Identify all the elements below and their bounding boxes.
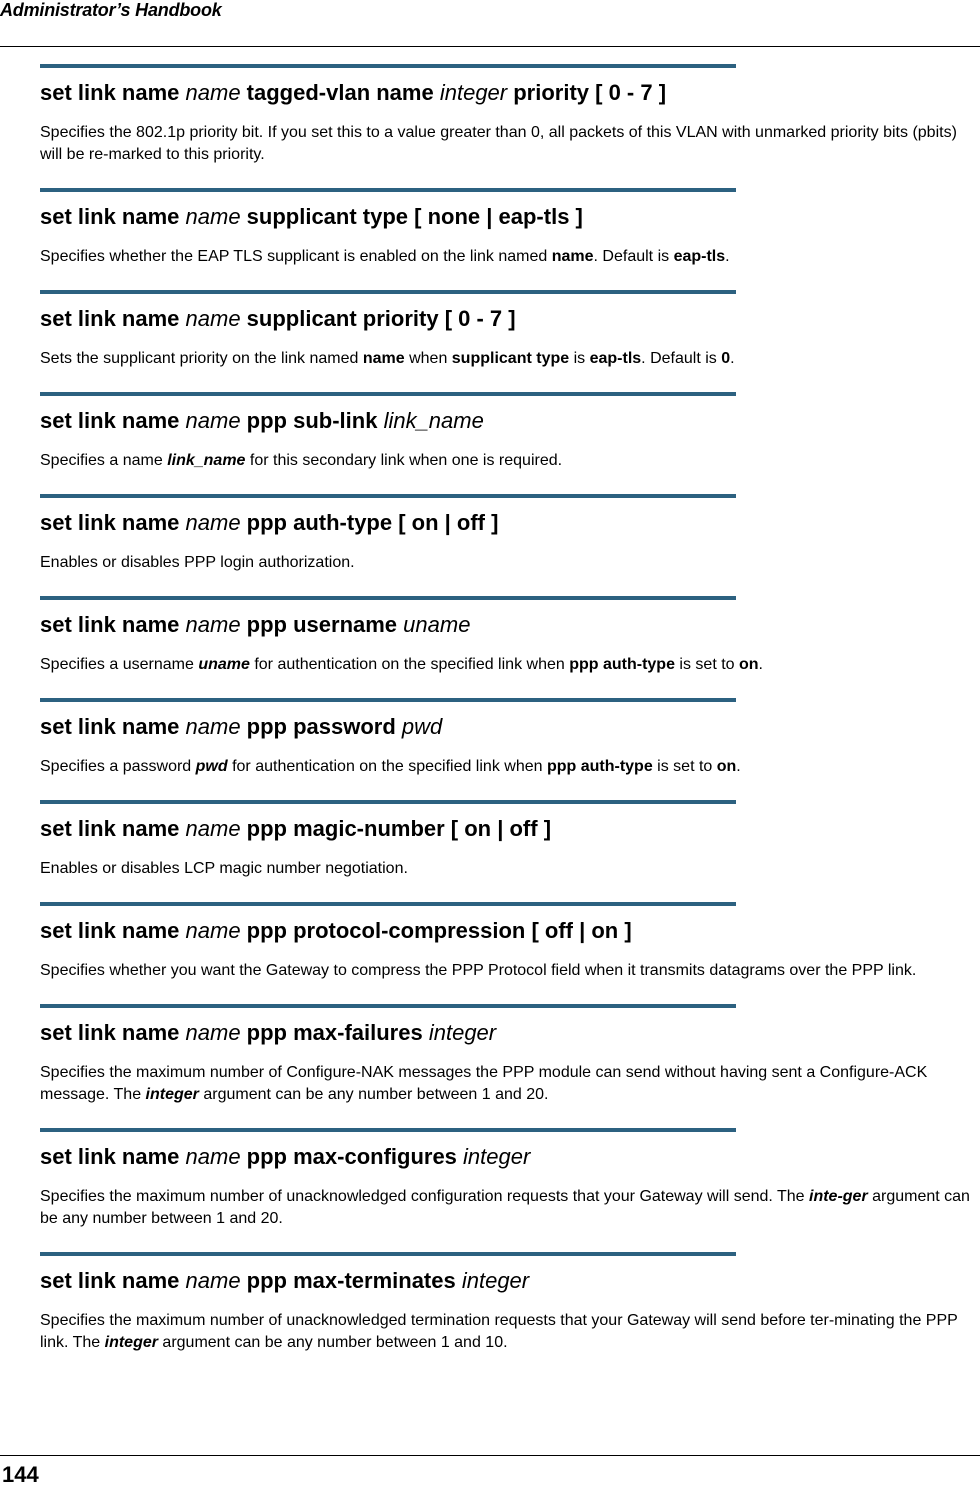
command-argument: name [185, 714, 241, 739]
command-argument: pwd [401, 714, 443, 739]
command-keyword: set link name [40, 306, 186, 331]
command-entry [40, 902, 976, 982]
command-argument: name [185, 204, 241, 229]
command-entry [40, 392, 976, 472]
command-argument: name [185, 918, 241, 943]
section-rule [40, 1004, 736, 1008]
description-text: Specifies a password [40, 758, 196, 775]
description-emphasis: eap-tls [589, 350, 642, 367]
description-text: is set to [674, 656, 739, 673]
command-syntax [40, 1268, 976, 1294]
running-header: Administrator’s Handbook [0, 0, 222, 20]
command-entry [40, 290, 976, 370]
description-text: Specifies the maximum number of Configure-NAK messages the PPP module can send without having sent a Configure-ACK message. The [40, 1064, 928, 1103]
command-argument: name [185, 1144, 241, 1169]
section-rule [40, 1252, 736, 1256]
command-entry [40, 188, 976, 268]
description-emphasis: ppp auth-type [569, 656, 675, 673]
command-keyword: set link name [40, 816, 186, 841]
command-syntax [40, 204, 976, 230]
command-entry [40, 596, 976, 676]
description-text: Specifies the 802.1p priority bit. If you set this to a value greater than 0, all packets of this VLAN with unmarked priority bits (pbits) will be re-marked to this priority. [40, 124, 957, 163]
command-syntax [40, 306, 976, 332]
command-syntax [40, 1144, 976, 1170]
command-argument: name [185, 306, 241, 331]
command-description [40, 654, 976, 676]
description-emphasis: on [716, 758, 737, 775]
description-emphasis: eap-tls [673, 248, 726, 265]
description-text: Specifies the maximum number of unacknowledged configuration requests that your Gateway will send. The [40, 1188, 809, 1205]
section-rule [40, 290, 736, 294]
section-rule [40, 596, 736, 600]
command-keyword: tagged-vlan name [240, 80, 440, 105]
command-syntax [40, 1020, 976, 1046]
command-description [40, 1186, 976, 1230]
command-keyword: ppp sub-link [240, 408, 384, 433]
command-argument: name [185, 80, 241, 105]
description-text: is set to [652, 758, 717, 775]
command-entry [40, 1004, 976, 1106]
description-text: Enables or disables PPP login authorization. [40, 554, 355, 571]
command-keyword: ppp magic-number [ on | off ] [240, 816, 552, 841]
description-text: . Default is [593, 248, 674, 265]
command-description [40, 122, 976, 166]
description-text: argument can be any number between 1 and 20. [198, 1086, 549, 1103]
command-keyword: set link name [40, 1268, 186, 1293]
command-argument: name [185, 1020, 241, 1045]
command-keyword: set link name [40, 918, 186, 943]
command-description [40, 858, 976, 880]
command-reference-list [40, 64, 976, 1376]
command-argument: integer [439, 80, 508, 105]
command-entry [40, 1252, 976, 1354]
description-text: argument can be any number between 1 and 20. [40, 1188, 970, 1227]
description-text: is [569, 350, 590, 367]
command-keyword: supplicant priority [ 0 - 7 ] [240, 306, 516, 331]
command-keyword: ppp protocol-compression [ off | on ] [240, 918, 632, 943]
description-emphasis: 0 [721, 350, 731, 367]
command-argument: name [185, 1268, 241, 1293]
description-text: Specifies whether you want the Gateway to compress the PPP Protocol field when it transmits datagrams over the PPP link. [40, 962, 917, 979]
command-keyword: set link name [40, 612, 186, 637]
command-entry [40, 698, 976, 778]
description-text: . [730, 350, 735, 367]
command-argument: name [185, 816, 241, 841]
command-argument: name [185, 612, 241, 637]
command-description [40, 552, 976, 574]
description-text: Sets the supplicant priority on the link named [40, 350, 363, 367]
command-keyword: priority [ 0 - 7 ] [507, 80, 667, 105]
description-text: Specifies whether the EAP TLS supplicant is enabled on the link named [40, 248, 552, 265]
command-syntax [40, 80, 976, 106]
command-entry [40, 1128, 976, 1230]
command-keyword: set link name [40, 408, 186, 433]
description-emphasis: on [739, 656, 759, 673]
command-description [40, 1310, 976, 1354]
command-entry [40, 800, 976, 880]
description-text: . Default is [641, 350, 722, 367]
command-keyword: set link name [40, 1020, 186, 1045]
command-keyword: set link name [40, 510, 186, 535]
section-rule [40, 64, 736, 68]
command-keyword: set link name [40, 204, 186, 229]
command-keyword: supplicant type [ none | eap-tls ] [240, 204, 583, 229]
command-description [40, 756, 976, 778]
command-keyword: ppp auth-type [ on | off ] [240, 510, 499, 535]
header-rule [0, 46, 980, 47]
command-entry [40, 64, 976, 166]
description-emphasis: integer [145, 1086, 199, 1103]
section-rule [40, 494, 736, 498]
section-rule [40, 800, 736, 804]
description-text: . [725, 248, 730, 265]
section-rule [40, 1128, 736, 1132]
description-text: Specifies the maximum number of unacknowledged termination requests that your Gateway will send before ter-minating the PPP link. The [40, 1312, 958, 1351]
command-syntax [40, 612, 976, 638]
description-text: when [404, 350, 452, 367]
description-text: argument can be any number between 1 and 10. [157, 1334, 508, 1351]
command-description [40, 348, 976, 370]
description-emphasis: name [362, 350, 405, 367]
description-text: Specifies a username [40, 656, 199, 673]
command-syntax [40, 918, 976, 944]
command-description [40, 246, 976, 268]
command-argument: name [185, 408, 241, 433]
command-keyword: set link name [40, 1144, 186, 1169]
command-description [40, 1062, 976, 1106]
description-text: Specifies a name [40, 452, 168, 469]
description-text: . [736, 758, 741, 775]
footer-rule [0, 1455, 980, 1456]
description-text: for authentication on the specified link when [249, 656, 570, 673]
command-description [40, 450, 976, 472]
command-entry [40, 494, 976, 574]
section-rule [40, 188, 736, 192]
description-text: for this secondary link when one is required. [245, 452, 563, 469]
command-syntax [40, 408, 976, 434]
command-keyword: set link name [40, 80, 186, 105]
command-argument: integer [428, 1020, 497, 1045]
command-description [40, 960, 976, 982]
description-text: for authentication on the specified link when [227, 758, 547, 775]
command-argument: uname [403, 612, 471, 637]
description-text: Enables or disables LCP magic number negotiation. [40, 860, 408, 877]
command-argument: link_name [383, 408, 484, 433]
command-argument: integer [463, 1144, 531, 1169]
command-syntax [40, 510, 976, 536]
description-emphasis: uname [198, 656, 250, 673]
command-keyword: ppp password [240, 714, 402, 739]
section-rule [40, 392, 736, 396]
command-keyword: ppp username [240, 612, 404, 637]
section-rule [40, 698, 736, 702]
description-emphasis: supplicant type [451, 350, 570, 367]
command-keyword: ppp max-configures [240, 1144, 464, 1169]
description-text: . [758, 656, 763, 673]
description-emphasis: name [551, 248, 594, 265]
description-emphasis: ppp auth-type [546, 758, 653, 775]
command-syntax [40, 816, 976, 842]
section-rule [40, 902, 736, 906]
description-emphasis: integer [104, 1334, 158, 1351]
page-number: 144 [2, 1462, 39, 1487]
command-argument: integer [461, 1268, 530, 1293]
command-syntax [40, 714, 976, 740]
command-keyword: ppp max-terminates [240, 1268, 462, 1293]
description-emphasis: link_name [167, 452, 246, 469]
command-keyword: ppp max-failures [240, 1020, 429, 1045]
command-keyword: set link name [40, 714, 186, 739]
command-argument: name [185, 510, 241, 535]
description-emphasis: inte-ger [809, 1188, 868, 1205]
description-emphasis: pwd [195, 758, 228, 775]
